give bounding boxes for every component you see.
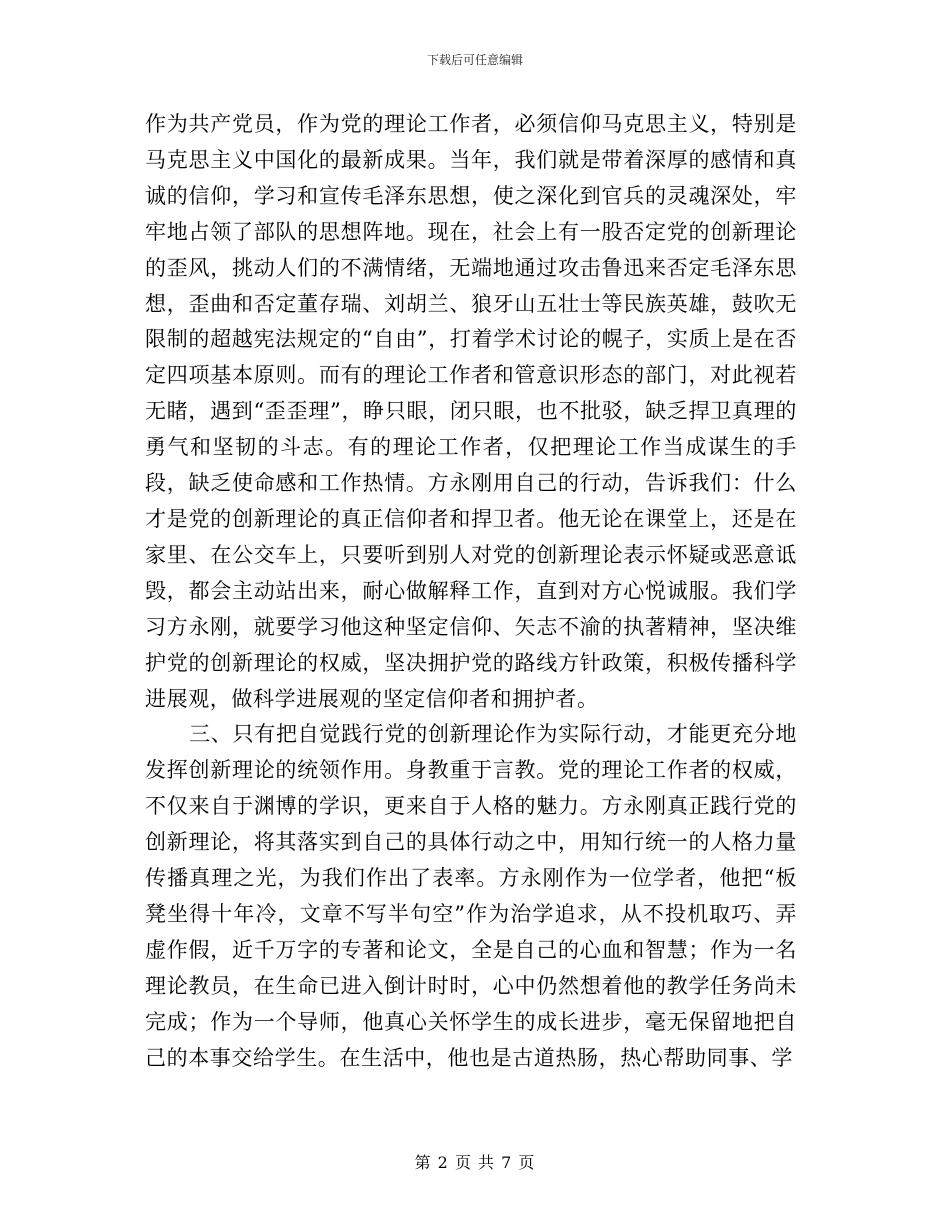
paragraph-continuation: 作为共产党员，作为党的理论工作者，必须信仰马克思主义，特别是马克思主义中国化的最新成果。当年，我们就是带着深厚的感情和真诚的信仰，学习和宣传毛泽东思想，使之深化到官兵的灵魂深处，牢牢地占领了部队的思想阵地。现在，社会上有一股否定党的创新理论的歪风，挑动人们的不满情绪，无端地通过攻击鲁迅来否定毛泽东思想，歪曲和否定董存瑞、刘胡兰、狼牙山五壮士等民族英雄，鼓吹无限制的超越宪法规定的“自由”，打着学术讨论的幌子，实质上是在否定四项基本原则。而有的理论工作者和管意识形态的部门，对此视若无睹，遇到“歪歪理”，睁只眼，闭只眼，也不批驳，缺乏捍卫真理的勇气和坚韧的斗志。有的理论工作者，仅把理论工作当成谋生的手段，缺乏使命感和工作热情。方永刚用自己的行动，告诉我们：什么才是党的创新理论的真正信仰者和捍卫者。他无论在课堂上，还是在家里、在公交车上，只要听到别人对党的创新理论表示怀疑或恶意诋毁，都会主动站出来，耐心做解释工作，直到对方心悦诚服。我们学习方永刚，就要学习他这种坚定信仰、矢志不渝的执著精神，坚决维护党的创新理论的权威，坚决拥护党的路线方针政策，积极传播科学进展观，做科学进展观的坚定信仰者和拥护者。 — [145, 112, 797, 711]
document-body — [145, 107, 797, 1076]
page-header-note: 下载后可任意编辑 — [426, 53, 523, 67]
page-number: 第 2 页 共 7 页 — [414, 1153, 536, 1172]
paragraph-section-three: 三、只有把自觉践行党的创新理论作为实际行动，才能更充分地发挥创新理论的统领作用。身教重于言教。党的理论工作者的权威，不仅来自于渊博的学识，更来自于人格的魅力。方永刚真正践行党的创新理论，将其落实到自己的具体行动之中，用知行统一的人格力量传播真理之光，为我们作出了表率。方永刚作为一位学者，他把“板凳坐得十年冷，文章不写半句空”作为治学追求，从不投机取巧、弄虚作假，近千万字的专著和论文，全是自己的心血和智慧；作为一名理论教员，在生命已进入倒计时时，心中仍然想着他的教学任务尚未完成；作为一个导师，他真心关怀学生的成长进步，毫无保留地把自己的本事交给学生。在生活中，他也是古道热肠，热心帮助同事、学 — [145, 722, 797, 1070]
